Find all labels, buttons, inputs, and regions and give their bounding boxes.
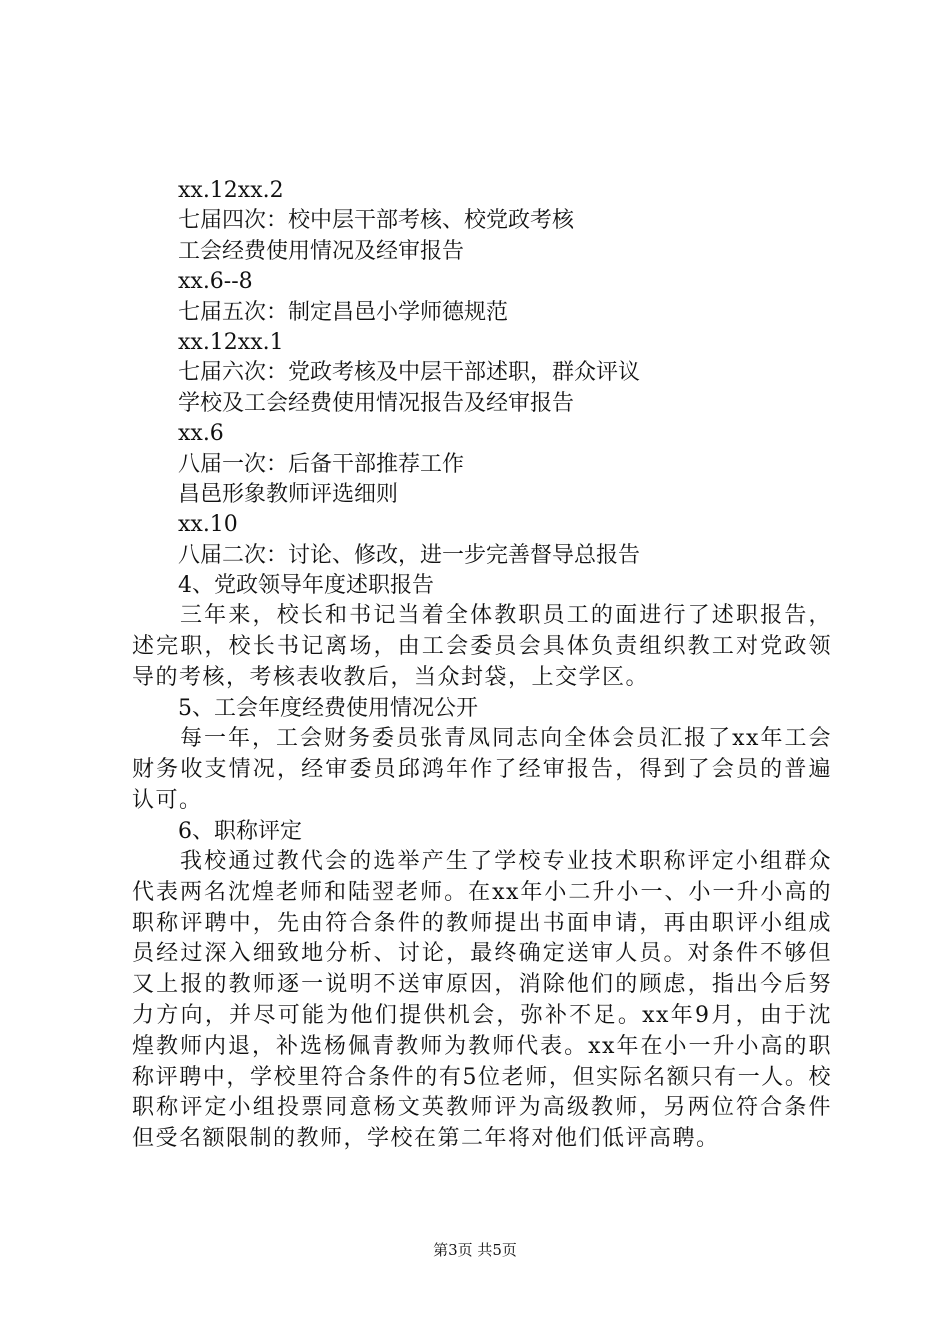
text-line: xx.6--8 [178,269,253,295]
text-line: 八届二次：讨论、修改，进一步完善督导总报告 [178,542,641,568]
paragraph-report: 三年来，校长和书记当着全体教职员工的面进行了述职报告，述完职，校长书记离场，由工会委员会具体负责组织教工对党政领导的考核，考核表收教后，当众封袋，上交学区。 [132,603,832,691]
text-line: 八届一次：后备干部推荐工作 [178,451,465,477]
paragraph-finance: 每一年，工会财务委员张青凤同志向全体会员汇报了xx年工会财务收支情况，经审委员邱鸿年作了经审报告，得到了会员的普遍认可。 [132,726,832,813]
page-number-footer: 第3页 共5页 [433,1241,517,1259]
text-line: 学校及工会经费使用情况报告及经审报告 [178,390,575,416]
text-line: 昌邑形象教师评选细则 [178,481,399,507]
paragraph-titles: 我校通过教代会的选举产生了学校专业技术职称评定小组群众代表两名沈煌老师和陆翌老师。在xx年小二升小一、小一升小高的职称评聘中，先由符合条件的教师提出书面申请，再由职评小组成员经过深入细致地分析、讨论，最终确定送审人员。对条件不够但又上报的教师逐一说明不送审原因，消除他们的顾虑，指出今后努力方向，并尽可能为他们提供机会，弥补不足。xx年9月，由于沈煌教师内退，补选杨佩青教师为教师代表。xx年在小一升小高的职称评聘中，学校里符合条件的有5位老师，但实际名额只有一人。校职称评定小组投票同意杨文英教师评为高级教师，另两位符合条件但受名额限制的教师，学校在第二年将对他们低评高聘。 [132,849,832,1152]
text-line: xx.10 [178,512,238,538]
text-line: 七届四次：校中层干部考核、校党政考核 [178,208,575,234]
text-line: xx.12xx.1 [178,329,284,355]
section-heading: 5、工会年度经费使用情况公开 [178,695,478,721]
text-line: xx.6 [178,421,224,447]
text-line: 七届五次：制定昌邑小学师德规范 [178,299,509,325]
text-line: 七届六次：党政考核及中层干部述职，群众评议 [178,360,641,386]
document-body [132,176,832,1155]
section-heading: 6、职称评定 [178,818,302,844]
text-line: xx.12xx.2 [178,178,284,203]
text-line: 工会经费使用情况及经审报告 [178,238,465,264]
section-heading: 4、党政领导年度述职报告 [178,573,434,599]
